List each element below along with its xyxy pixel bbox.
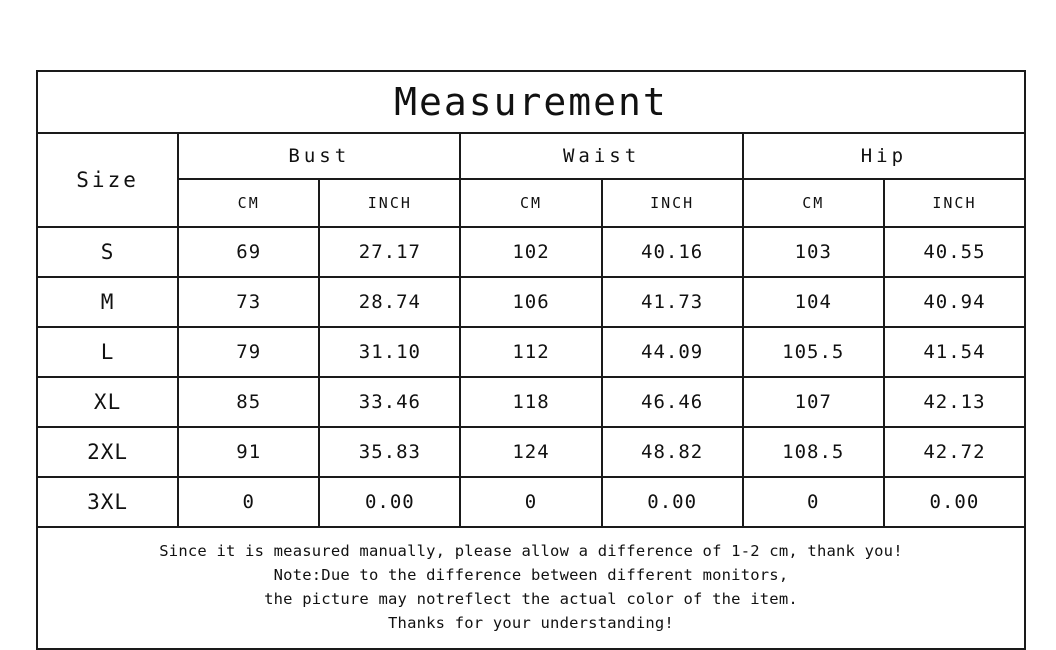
note-line-4: Thanks for your understanding! <box>388 614 674 633</box>
table-row <box>37 277 1025 327</box>
cell-bust-cm: 0 <box>178 477 319 527</box>
table-row <box>37 227 1025 277</box>
cell-waist-cm: 0 <box>460 477 601 527</box>
cell-bust-inch: 28.74 <box>319 277 460 327</box>
note-line-2: Note:Due to the difference between different monitors, <box>273 565 789 584</box>
unit-header-bust-inch: INCH <box>319 179 460 227</box>
cell-hip-inch: 40.94 <box>884 277 1025 327</box>
measurement-table-container <box>36 70 1026 650</box>
unit-header-bust-cm: CM <box>178 179 319 227</box>
unit-header-hip-inch: INCH <box>884 179 1025 227</box>
row-size-label: L <box>37 327 178 377</box>
row-size-label: S <box>37 227 178 277</box>
table-unit-header-row <box>37 179 1025 227</box>
row-size-label: M <box>37 277 178 327</box>
cell-waist-cm: 106 <box>460 277 601 327</box>
cell-bust-cm: 79 <box>178 327 319 377</box>
cell-hip-inch: 0.00 <box>884 477 1025 527</box>
cell-bust-inch: 35.83 <box>319 427 460 477</box>
cell-waist-inch: 41.73 <box>602 277 743 327</box>
cell-waist-inch: 40.16 <box>602 227 743 277</box>
cell-bust-inch: 0.00 <box>319 477 460 527</box>
cell-hip-cm: 108.5 <box>743 427 884 477</box>
cell-waist-inch: 46.46 <box>602 377 743 427</box>
cell-hip-inch: 41.54 <box>884 327 1025 377</box>
size-column-header: Size <box>37 133 178 227</box>
table-row <box>37 427 1025 477</box>
cell-bust-inch: 31.10 <box>319 327 460 377</box>
table-notes-row <box>37 527 1025 649</box>
cell-hip-inch: 42.72 <box>884 427 1025 477</box>
cell-bust-cm: 69 <box>178 227 319 277</box>
cell-waist-cm: 102 <box>460 227 601 277</box>
cell-waist-inch: 44.09 <box>602 327 743 377</box>
row-size-label: 3XL <box>37 477 178 527</box>
cell-bust-inch: 27.17 <box>319 227 460 277</box>
unit-header-hip-cm: CM <box>743 179 884 227</box>
cell-waist-cm: 118 <box>460 377 601 427</box>
cell-hip-cm: 105.5 <box>743 327 884 377</box>
cell-hip-cm: 104 <box>743 277 884 327</box>
cell-hip-cm: 103 <box>743 227 884 277</box>
group-header-hip: Hip <box>743 133 1025 179</box>
note-line-3: the picture may notreflect the actual color of the item. <box>264 590 798 608</box>
cell-hip-inch: 42.13 <box>884 377 1025 427</box>
table-row <box>37 377 1025 427</box>
group-header-waist: Waist <box>460 133 742 179</box>
table-title-row <box>37 71 1025 133</box>
row-size-label: XL <box>37 377 178 427</box>
cell-waist-cm: 112 <box>460 327 601 377</box>
note-line-1: Since it is measured manually, please allow a difference of 1-2 cm, thank you! <box>159 541 903 560</box>
cell-waist-inch: 48.82 <box>602 427 743 477</box>
measurement-table <box>36 70 1026 650</box>
cell-hip-cm: 0 <box>743 477 884 527</box>
cell-bust-cm: 91 <box>178 427 319 477</box>
cell-hip-inch: 40.55 <box>884 227 1025 277</box>
table-row <box>37 477 1025 527</box>
cell-bust-cm: 73 <box>178 277 319 327</box>
disclaimer-notes <box>37 527 1025 649</box>
table-row <box>37 327 1025 377</box>
page-title: Measurement <box>37 71 1025 133</box>
cell-hip-cm: 107 <box>743 377 884 427</box>
cell-bust-inch: 33.46 <box>319 377 460 427</box>
group-header-bust: Bust <box>178 133 460 179</box>
cell-bust-cm: 85 <box>178 377 319 427</box>
unit-header-waist-cm: CM <box>460 179 601 227</box>
table-group-header-row <box>37 133 1025 179</box>
cell-waist-cm: 124 <box>460 427 601 477</box>
row-size-label: 2XL <box>37 427 178 477</box>
cell-waist-inch: 0.00 <box>602 477 743 527</box>
unit-header-waist-inch: INCH <box>602 179 743 227</box>
